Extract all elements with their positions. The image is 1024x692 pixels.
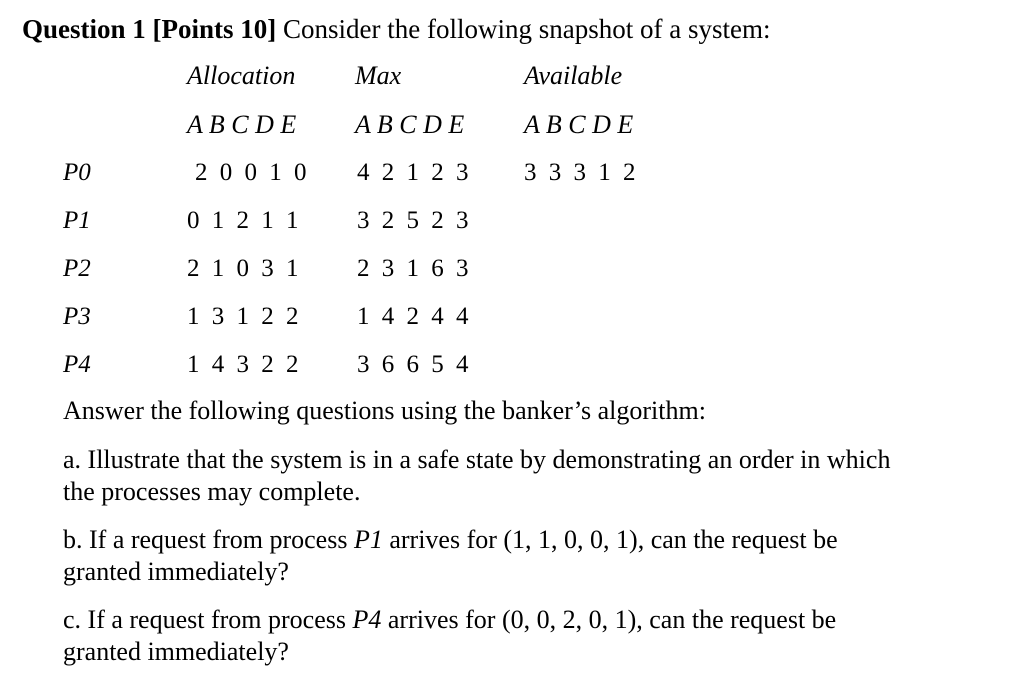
header-available: Available bbox=[524, 61, 623, 90]
process-label-p1: P1 bbox=[63, 207, 91, 234]
process-label-p3: P3 bbox=[63, 303, 91, 330]
max-p1: 3 2 5 2 3 bbox=[357, 207, 472, 234]
allocation-p2: 2 1 0 3 1 bbox=[187, 255, 302, 282]
question-title bbox=[22, 16, 770, 43]
max-p2: 2 3 1 6 3 bbox=[357, 255, 472, 282]
part-c-line2: granted immediately? bbox=[63, 637, 289, 666]
header-max: Max bbox=[355, 61, 402, 90]
part-b-prefix: b. If a request from process bbox=[63, 525, 354, 554]
part-c-prefix: c. If a request from process bbox=[63, 605, 353, 634]
part-b-suffix: arrives for (1, 1, 0, 0, 1), can the request be bbox=[382, 525, 838, 554]
question-title-rest: Consider the following snapshot of a system: bbox=[276, 14, 771, 44]
max-p0: 4 2 1 2 3 bbox=[357, 159, 472, 186]
instructions-text: Answer the following questions using the banker’s algorithm: bbox=[63, 396, 706, 425]
part-a-line1: a. Illustrate that the system is in a safe state by demonstrating an order in which bbox=[63, 445, 891, 474]
part-c-process: P4 bbox=[352, 605, 382, 634]
allocation-p4: 1 4 3 2 2 bbox=[187, 351, 302, 378]
part-c-suffix: arrives for (0, 0, 2, 0, 1), can the request be bbox=[381, 605, 837, 634]
subheader-max: A B C D E bbox=[355, 110, 465, 139]
part-b-process: P1 bbox=[353, 525, 383, 554]
allocation-p3: 1 3 1 2 2 bbox=[187, 303, 302, 330]
part-c-line1 bbox=[63, 604, 836, 636]
process-label-p4: P4 bbox=[63, 351, 91, 378]
part-b-line1 bbox=[63, 524, 838, 556]
max-p3: 1 4 2 4 4 bbox=[357, 303, 472, 330]
question-title-bold: Question 1 [Points 10] bbox=[22, 14, 277, 44]
part-b-line2: granted immediately? bbox=[63, 557, 289, 586]
process-label-p0: P0 bbox=[63, 159, 91, 186]
header-allocation: Allocation bbox=[187, 61, 296, 90]
allocation-p0: 2 0 0 1 0 bbox=[195, 159, 310, 186]
part-a-line2: the processes may complete. bbox=[63, 477, 361, 506]
allocation-p1: 0 1 2 1 1 bbox=[187, 207, 302, 234]
available-p0: 3 3 3 1 2 bbox=[524, 159, 639, 186]
max-p4: 3 6 6 5 4 bbox=[357, 351, 472, 378]
subheader-available: A B C D E bbox=[524, 110, 634, 139]
subheader-allocation: A B C D E bbox=[187, 110, 297, 139]
process-label-p2: P2 bbox=[63, 255, 91, 282]
